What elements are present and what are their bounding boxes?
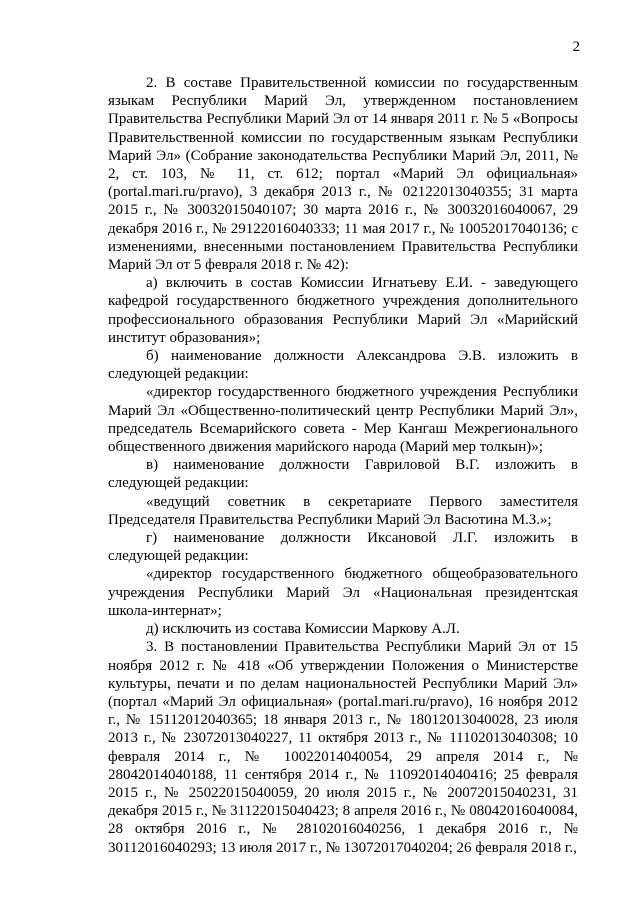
paragraph-item-g-text: «директор государственного бюджетного общеобразовательного учреждения Республики Марий Эл «Национальная президентская школа-интернат»;: [108, 566, 578, 619]
paragraph-item-d: д) исключить из состава Комиссии Маркову А.Л.: [146, 621, 460, 638]
paragraph-item-b-text: «директор государственного бюджетного учреждения Республики Марий Эл «Общественно-политический центр Республики Марий Эл», председатель Всемарийского совета - Мер Кангаш Межрегионального общественного движения марийского народа (Марий мер толкын)»;: [108, 384, 578, 456]
paragraph-item-a: а) включить в состав Комиссии Игнатьеву Е.И. - заведующего кафедрой государственного бюджетного учреждения дополнительного профессионального образования Республики Марий Эл «Марийский институт образования»;: [108, 275, 578, 346]
paragraph-section-3: 3. В постановлении Правительства Республики Марий Эл от 15 ноября 2012 г. № 418 «Об утверждении Положения о Министерстве культуры, печати и по делам национальностей Республики Марий Эл» (портал «Марий Эл официальная» (portal.mari.ru/pravo), 16 ноября 2012 г., № 15112012040365; 18 января 2013 г., № 18012013040028, 23 июля 2013 г., № 23072013040227, 11 октября 2013 г., № 11102013040308; 10 февраля 2014 г., № 10022014040054, 29 апреля 2014 г., № 28042014040188, 11 сентября 2014 г., № 11092014040416; 25 февраля 2015 г., № 25022015040059, 20 июля 2015 г., № 20072015040231, 31 декабря 2015 г., № 31122015040423; 8 апреля 2016 г., № 08042016040084, 28 октября 2016 г., № 28102016040256, 1 декабря 2016 г., № 30112016040293; 13 июля 2017 г., № 13072017040204; 26 февраля 2018 г.,: [108, 639, 578, 856]
paragraph-item-g: г) наименование должности Иксановой Л.Г. изложить в следующей редакции:: [108, 530, 578, 565]
paragraph-item-v-text: «ведущий советник в секретариате Первого заместителя Председателя Правительства Республики Марий Эл Васютина М.З.»;: [108, 493, 578, 528]
paragraph-commission-intro: 2. В составе Правительственной комиссии по государственным языкам Республики Марий Эл, утвержденном постановлением Правительства Республики Марий Эл от 14 января 2011 г. № 5 «Вопросы Правительственной комиссии по государственным языкам Республики Марий Эл» (Собрание законодательства Республики Марий Эл, 2011, № 2, ст. 103, № 11, ст. 612; портал «Марий Эл официальная» (portal.mari.ru/pravo), 3 декабря 2013 г., № 02122013040355; 31 марта 2015 г., № 30032015040107; 30 марта 2016 г., № 30032016040067, 29 декабря 2016 г., № 29122016040333; 11 мая 2017 г., № 10052017040136; с изменениями, внесенными постановлением Правительства Республики Марий Эл от 5 февраля 2018 г. № 42):: [108, 75, 578, 274]
page-number: 2: [572, 39, 580, 55]
document-body: [108, 74, 578, 857]
paragraph-item-v: в) наименование должности Гавриловой В.Г. изложить в следующей редакции:: [108, 457, 578, 492]
paragraph-item-b: б) наименование должности Александрова Э.В. изложить в следующей редакции:: [108, 348, 578, 383]
